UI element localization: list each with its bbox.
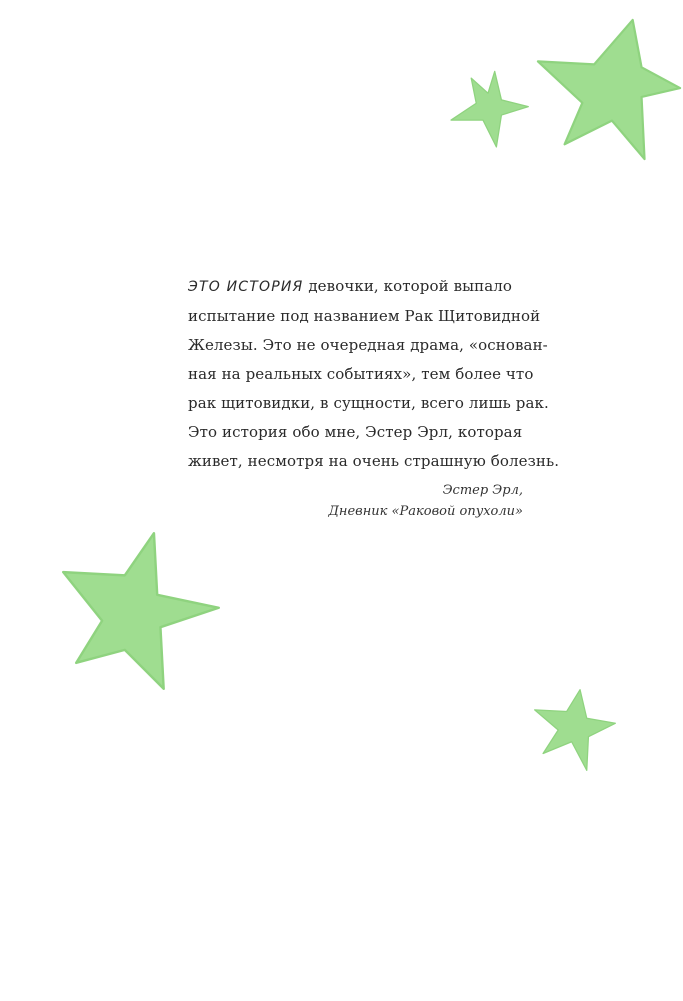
intro-line-3: Железы. Это не очередная драма, «основан-	[188, 336, 548, 354]
intro-line-2: испытание под названием Рак Щитовидной	[188, 307, 541, 325]
signature	[328, 480, 523, 522]
signature-source: Дневник «Раковой опухоли»	[328, 504, 523, 519]
signature-author: Эстер Эрл,	[442, 483, 523, 498]
star-icon	[445, 68, 531, 152]
star-shape	[445, 68, 531, 152]
star-icon	[533, 688, 617, 772]
star-shape	[533, 688, 617, 772]
intro-paragraph	[188, 272, 560, 476]
intro-line-1-rest: девочки, которой выпало	[303, 277, 513, 295]
intro-line-1	[188, 272, 548, 302]
intro-line-6: Это история обо мне, Эстер Эрл, которая	[188, 423, 523, 441]
star-shape	[58, 530, 224, 692]
star-icon	[535, 10, 683, 172]
star-shape	[535, 10, 683, 172]
intro-line-4: ная на реальных событиях», тем более что	[188, 365, 534, 383]
intro-line-7: живет, несмотря на очень страшную болезнь.	[188, 452, 560, 470]
intro-lead: ЭТО ИСТОРИЯ	[188, 279, 304, 295]
intro-line-5: рак щитовидки, в сущности, всего лишь рак.	[188, 394, 549, 412]
star-icon	[58, 530, 224, 692]
